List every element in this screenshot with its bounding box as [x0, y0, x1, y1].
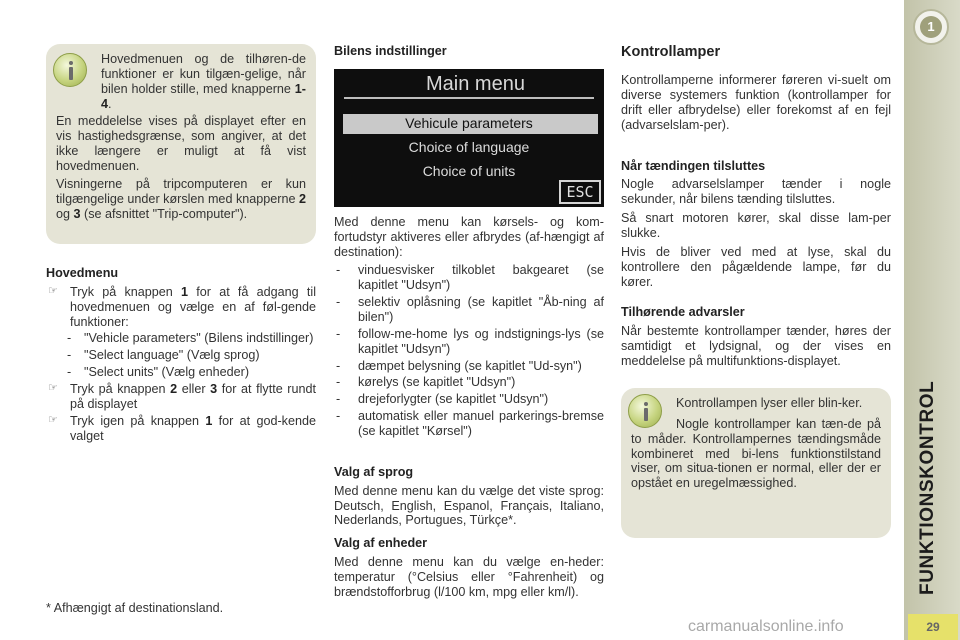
vehicle-settings-heading: Bilens indstillinger [334, 44, 447, 58]
watermark: carmanualsonline.info [688, 618, 844, 635]
chapter-label: FUNKTIONSKONTROL [917, 380, 938, 595]
screen-title: Main menu [426, 72, 525, 95]
info-box-lamp-modes [621, 388, 891, 538]
associated-warnings-text: Når bestemte kontrollamper tænder, høres der samtidigt et lydsignal, og der vises en meddelelse på multifunktions-displayet. [621, 324, 891, 368]
vehicle-settings-intro: Med denne menu kan kørsels- og kom-fortudstyr aktiveres eller afbrydes (af-hængigt af destination): [334, 214, 604, 259]
warning-lamps-section [621, 44, 891, 369]
main-menu-display-screen [334, 69, 604, 207]
main-menu-section [46, 266, 316, 445]
info-box-1-paragraph-2: En meddelelse vises på displayet efter en vis hastighedsgrænse, som angiver, at det ikke længere er muligt at få vist hovedmenuen. [56, 114, 306, 174]
list-item: - kørelys (se kapitlet "Udsyn") [336, 375, 516, 390]
screen-menu-item: Vehicule parameters [405, 114, 533, 131]
units-text: Med denne menu kan du vælge en-heder: temperatur (°Celsius eller °Fahrenheit) og brændstofforbrug (l/100 km, mpg eller km/l). [334, 555, 604, 599]
list-item: ☞ Tryk på knappen 1 for at få adgang til hovedmenuen og vælge en af føl-gende funktioner: [48, 284, 316, 329]
pointing-hand-icon: ☞ [48, 284, 58, 297]
info-box-1-paragraph-3: Visningerne på tripcomputeren er kun tilgængelige under kørslen med knapperne 2 og 3 (se afsnittet "Trip-computer"). [56, 176, 306, 221]
info-box-display-restrictions [46, 44, 316, 244]
list-item: - "Select units" (Vælg enheder) [67, 365, 250, 380]
list-item: - vinduesvisker tilkoblet bakgearet (se kapitlet "Udsyn") [336, 263, 604, 293]
list-item: ☞ Tryk på knappen 2 eller 3 for at flytte rundt på displayet [48, 382, 317, 411]
list-item: - drejeforlygter (se kapitlet "Udsyn") [336, 392, 549, 407]
list-item: - selektiv oplåsning (se kapitlet "Åb-ning af bilen") [336, 295, 604, 325]
language-text: Med denne menu kan du vælge det viste sprog: Deutsch, English, Espanol, Français, Italiano, Nederlands, Portugues, Türkçe*. [334, 483, 604, 528]
vehicle-settings-section [334, 44, 604, 600]
ignition-paragraph-2: Så snart motoren kører, skal disse lam-per slukke. [621, 211, 891, 240]
list-item: ☞ Tryk igen på knappen 1 for at god-kende valget [48, 413, 316, 443]
list-item: - dæmpet belysning (se kapitlet "Ud-syn") [336, 358, 582, 373]
list-item: - "Select language" (Vælg sprog) [67, 348, 260, 363]
info-box-2-paragraph-2: Nogle kontrollamper kan tæn-de på to måder. Kontrollampernes tændingsmåde kombineret med bi-lens funktionstilstand viser, om situa-tionen er normal, eller der er opstået en uregelmæssighed. [631, 416, 881, 491]
pointing-hand-icon: ☞ [48, 382, 58, 395]
language-heading: Valg af sprog [334, 464, 414, 479]
chapter-number-badge: 1 [913, 9, 949, 45]
ignition-paragraph-3: Hvis de bliver ved med at lyse, skal du kontrollere den pågældende lampe, før du kører. [621, 244, 891, 289]
warning-lamps-heading: Kontrollamper [621, 44, 721, 60]
ignition-paragraph-1: Nogle advarselslamper tænder i nogle sekunder, når bilens tænding tilsluttes. [621, 177, 891, 207]
list-item: - "Vehicle parameters" (Bilens indstillinger) [67, 331, 314, 346]
page-number: 29 [908, 614, 958, 640]
associated-warnings-heading: Tilhørende advarsler [621, 305, 745, 320]
footnote: * Afhængigt af destinationsland. [46, 601, 224, 615]
warning-lamps-intro: Kontrollamperne informerer føreren vi-suelt om diverse systemers funktion (kontrollamper for drift eller afbrydelse) eller forekomst af en fejl (advarselslam-per). [621, 73, 891, 132]
list-item: - automatisk eller manuel parkerings-bremse (se kapitlet "Kørsel") [336, 409, 604, 439]
screen-menu-item: Choice of language [408, 138, 530, 155]
info-box-1-paragraph-1: Hovedmenuen og de tilhøren-de funktioner er kun tilgæn-gelige, når bilen holder stille, med knapperne 1-4. [101, 52, 306, 111]
info-box-2-paragraph-1: Kontrollampen lyser eller blin-ker. [676, 396, 863, 410]
screen-menu-item: Choice of units [422, 162, 516, 179]
units-heading: Valg af enheder [334, 536, 428, 551]
screen-divider [344, 97, 594, 99]
list-item: - follow-me-home lys og indstignings-lys (se kapitlet "Udsyn") [336, 326, 604, 356]
main-menu-heading: Hovedmenu [46, 266, 119, 280]
ignition-heading: Når tændingen tilsluttes [621, 158, 766, 173]
pointing-hand-icon: ☞ [48, 413, 58, 426]
screen-esc-label: ESC [559, 180, 601, 204]
